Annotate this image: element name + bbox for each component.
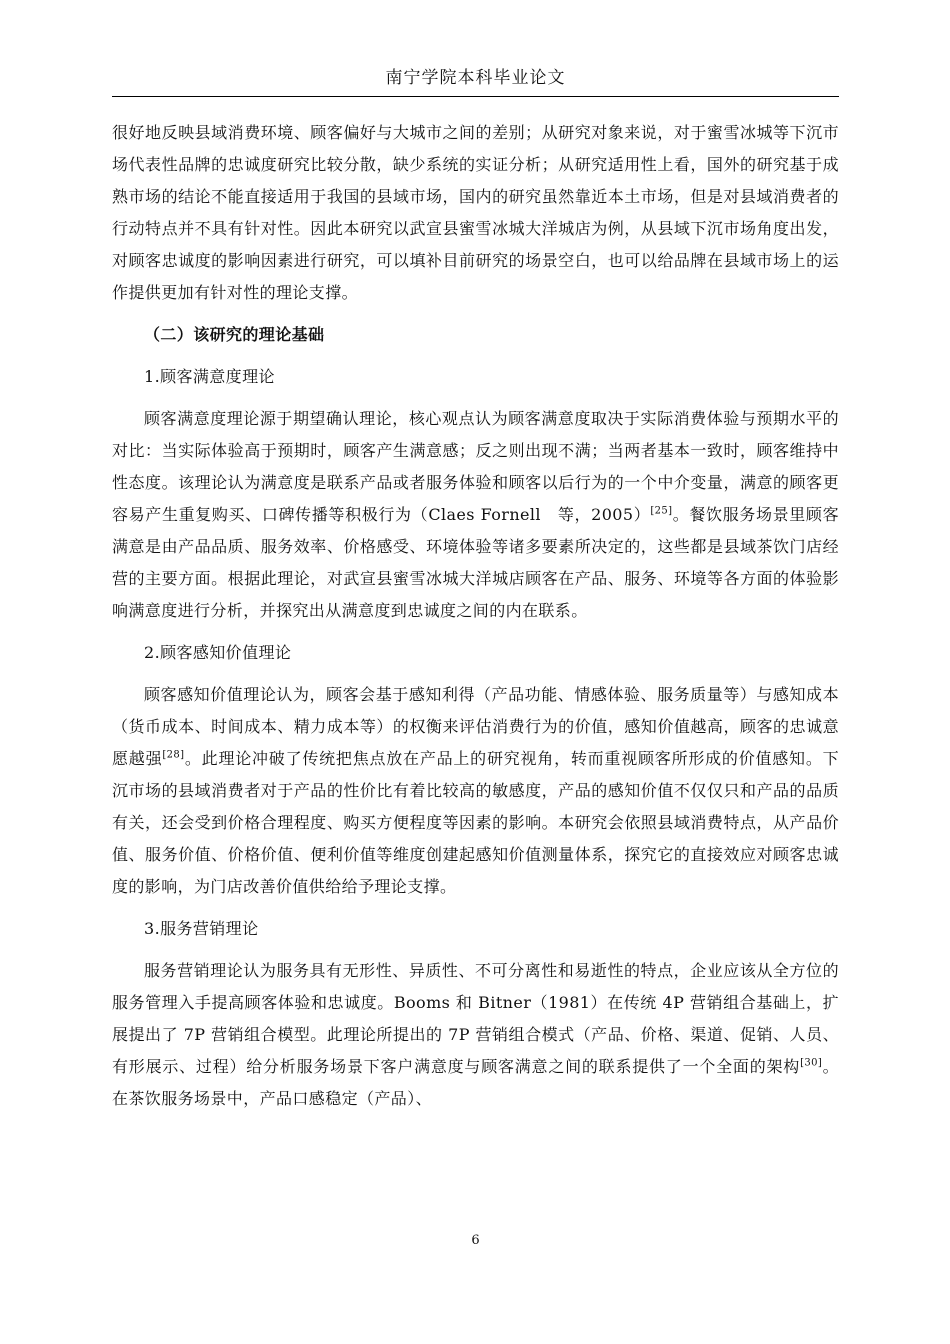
page-body	[112, 117, 839, 1125]
header-rule	[112, 96, 839, 97]
paragraph-text: 顾客感知价值理论认为，顾客会基于感知利得（产品功能、情感体验、服务质量等）与感知成本（货币成本、时间成本、精力成本等）的权衡来评估消费行为的价值，感知价值越高，顾客的忠诚意愿越强	[112, 685, 839, 768]
citation-marker: [30]	[800, 1057, 823, 1069]
running-header: 南宁学院本科毕业论文	[385, 68, 566, 88]
body-paragraph	[112, 955, 839, 1115]
body-paragraph	[112, 403, 839, 627]
body-paragraph	[112, 117, 839, 309]
body-paragraph	[112, 679, 839, 903]
paragraph-text: 顾客满意度理论源于期望确认理论，核心观点认为顾客满意度取决于实际消费体验与预期水平的对比：当实际体验高于预期时，顾客产生满意感；反之则出现不满；当两者基本一致时，顾客维持中性态度。该理论认为满意度是联系产品或者服务体验和顾客以后行为的一个中介变量，满意的顾客更容易产生重复购买、口碑传播等积极行为（Claes Fornell 等，2005）	[112, 409, 839, 524]
paragraph-text-continued: 。在茶饮服务场景中，产品口感稳定（产品）、	[112, 1057, 840, 1108]
subsection-heading: 2.顾客感知价值理论	[144, 643, 292, 662]
subsection-heading: 3.服务营销理论	[144, 919, 259, 938]
citation-marker: [28]	[162, 749, 185, 761]
paragraph-text: 很好地反映县域消费环境、顾客偏好与大城市之间的差别；从研究对象来说，对于蜜雪冰城等下沉市场代表性品牌的忠诚度研究比较分散，缺少系统的实证分析；从研究适用性上看，国外的研究基于成熟市场的结论不能直接适用于我国的县域市场，国内的研究虽然靠近本土市场，但是对县域消费者的行动特点并不具有针对性。因此本研究以武宣县蜜雪冰城大洋城店为例，从县域下沉市场角度出发，对顾客忠诚度的影响因素进行研究，可以填补目前研究的场景空白，也可以给品牌在县域市场上的运作提供更加有针对性的理论支撑。	[112, 123, 839, 302]
paragraph-text-continued: 。此理论冲破了传统把焦点放在产品上的研究视角，转而重视顾客所形成的价值感知。下沉市场的县域消费者对于产品的性价比有着比较高的敏感度，产品的感知价值不仅仅只和产品的品质有关，还会受到价格合理程度、购买方便程度等因素的影响。本研究会依照县域消费特点，从产品价值、服务价值、价格价值、便利价值等维度创建起感知价值测量体系，探究它的直接效应对顾客忠诚度的影响，为门店改善价值供给给予理论支撑。	[112, 749, 840, 896]
section-heading: （二）该研究的理论基础	[144, 325, 325, 344]
citation-marker: [25]	[650, 505, 673, 517]
paragraph-text: 服务营销理论认为服务具有无形性、异质性、不可分离性和易逝性的特点，企业应该从全方位的服务管理入手提高顾客体验和忠诚度。Booms 和 Bitner（1981）在传统 4P 营销组合基础上，扩展提出了 7P 营销组合模型。此理论所提出的 7P 营销组合模式（产品、价格、渠道、促销、人员、有形展示、过程）给分析服务场景下客户满意度与顾客满意之间的联系提供了一个全面的架构	[112, 961, 839, 1076]
paragraph-text-continued: 。餐饮服务场景里顾客满意是由产品品质、服务效率、价格感受、环境体验等诸多要素所决定的，这些都是县域茶饮门店经营的主要方面。根据此理论，对武宣县蜜雪冰城大洋城店顾客在产品、服务、环境等各方面的体验影响满意度进行分析，并探究出从满意度到忠诚度之间的内在联系。	[112, 505, 839, 620]
page-number: 6	[471, 1233, 480, 1248]
subsection-heading: 1.顾客满意度理论	[144, 367, 275, 386]
